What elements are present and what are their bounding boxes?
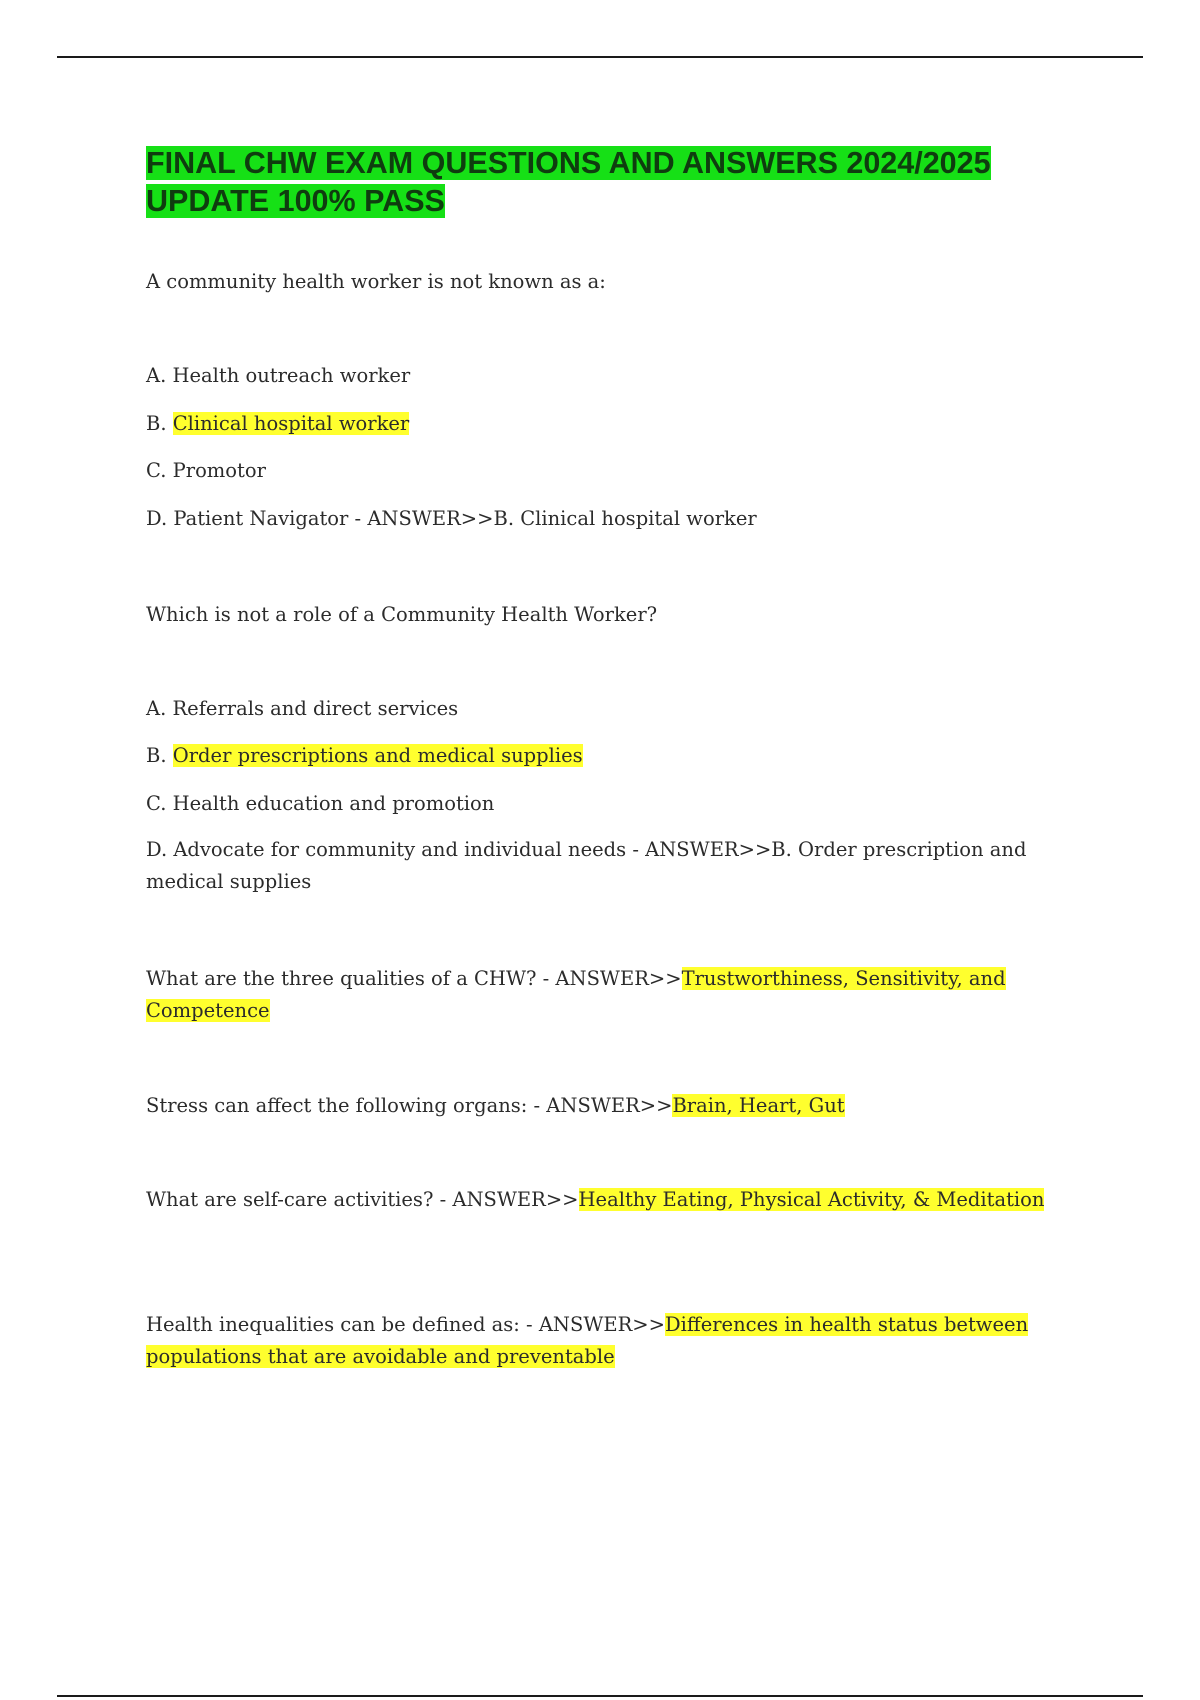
question-4 — [146, 1090, 1076, 1122]
question-3-prefix: What are the three qualities of a CHW? - ANSWER>> — [146, 967, 682, 990]
question-5-prefix: What are self-care activities? - ANSWER>> — [146, 1188, 579, 1211]
highlighted-answer: Healthy Eating, Physical Activity, & Meditation — [578, 1188, 1045, 1211]
question-1-option-b — [146, 408, 1076, 440]
question-1-option-a: A. Health outreach worker — [146, 364, 411, 387]
question-4-prefix: Stress can affect the following organs: - ANSWER>> — [146, 1094, 673, 1117]
question-1-option-c: C. Promotor — [146, 459, 266, 482]
bottom-rule — [57, 1695, 1143, 1697]
question-2-option-c: C. Health education and promotion — [146, 792, 495, 815]
question-2-option-a: A. Referrals and direct services — [146, 697, 459, 720]
highlighted-answer: Trustworthiness, Sensitivity, and Competence — [146, 967, 1006, 1022]
top-rule — [57, 56, 1143, 58]
question-1-option-d: D. Patient Navigator - ANSWER>>B. Clinical hospital worker — [146, 507, 757, 530]
option-b-prefix: B. — [146, 744, 173, 767]
highlighted-answer: Clinical hospital worker — [172, 412, 410, 435]
highlighted-answer: Differences in health status between populations that are avoidable and preventable — [146, 1313, 1029, 1368]
question-5 — [146, 1184, 1076, 1216]
question-1-text: A community health worker is not known as a: — [146, 270, 606, 293]
question-6 — [146, 1309, 1076, 1373]
highlighted-answer: Order prescriptions and medical supplies — [172, 744, 583, 767]
question-2-option-d: D. Advocate for community and individual needs - ANSWER>>B. Order prescription and medical supplies — [146, 838, 1027, 893]
question-6-prefix: Health inequalities can be defined as: - ANSWER>> — [146, 1313, 665, 1336]
option-b-prefix: B. — [146, 412, 173, 435]
highlighted-answer: Brain, Heart, Gut — [672, 1094, 845, 1117]
question-2-text: Which is not a role of a Community Health Worker? — [146, 603, 658, 626]
document-title — [146, 144, 1076, 220]
title-highlight: FINAL CHW EXAM QUESTIONS AND ANSWERS 2024/2025 UPDATE 100% PASS — [146, 146, 991, 218]
question-3 — [146, 963, 1076, 1027]
question-2-option-b — [146, 740, 1076, 772]
